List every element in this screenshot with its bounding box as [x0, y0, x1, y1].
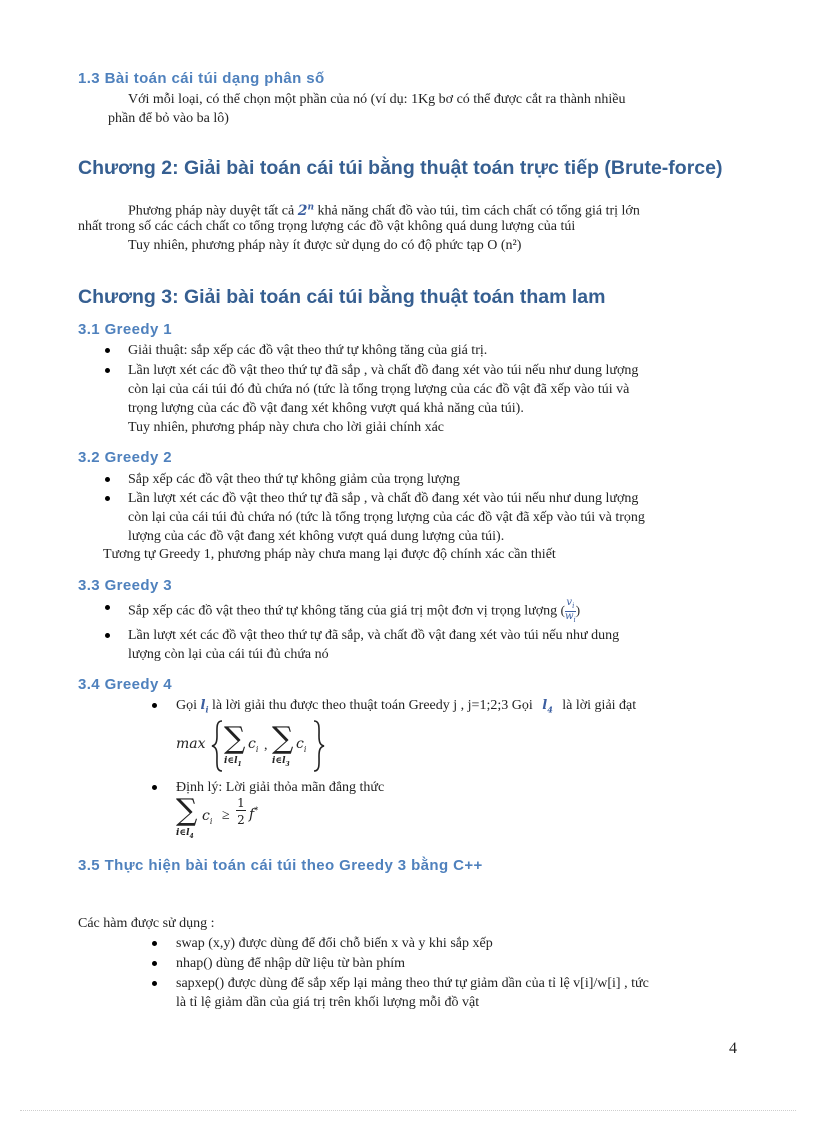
sum-symbol-1: ∑	[224, 721, 246, 756]
chapter-2-heading: Chương 2: Giải bài toán cái túi bằng thuật toán trực tiếp (Brute-force)	[78, 157, 723, 179]
section-3-1-heading: 3.1 Greedy 1	[78, 321, 173, 338]
s33-bullet2-l1: Lần lượt xét các đồ vật theo thứ tự đã sắp, và chất đồ vật đang xét vào túi nếu như dung	[128, 628, 620, 643]
s13-line1: Với mỗi loại, có thể chọn một phần của nó (ví dụ: 1Kg bơ có thể được cắt ra thành nhiều	[128, 92, 626, 107]
func-swap: swap (x,y) được dùng để đổi chỗ biến x và y khi sắp xếp	[176, 936, 493, 951]
f-star: f*	[249, 806, 259, 823]
ch2-line2: nhất trong số các cách chất co tổng trọng lượng các đồ vật không quá dung lượng của túi	[78, 219, 576, 234]
power-exp: n	[307, 202, 315, 212]
ch2-line1-a: Phương pháp này duyệt tất cả	[128, 203, 295, 219]
right-brace	[312, 720, 326, 772]
s32-bullet2-l1: Lần lượt xét các đồ vật theo thứ tự đã sắp , và chất đồ đang xét vào túi nếu như dung lượng	[128, 491, 639, 506]
s31-bullet2-l3: trọng lượng của các đồ vật đang xét không vượt quá khả năng của túi).	[128, 401, 524, 416]
page-bottom-divider	[20, 1110, 796, 1111]
term-c-1: $c_i$	[248, 736, 259, 754]
ch2-line1-b: khả năng chất đồ vào túi, tìm cách chất có tổng giá trị lớn	[317, 203, 640, 219]
func-sapxep-l1: sapxep() được dùng để sắp xếp lại mảng theo thứ tự giảm dần của tỉ lệ v[i]/w[i] , tức	[176, 976, 649, 991]
sum-symbol-3: ∑	[176, 793, 198, 828]
term-c-2: $c_i$	[296, 736, 307, 754]
section-3-2-heading: 3.2 Greedy 2	[78, 449, 173, 466]
s32-bullet2-l3: lượng của các đồ vật đang xét không vượt quá dung lượng của túi).	[128, 529, 505, 544]
s34-b1-c: là lời giải đạt	[562, 698, 637, 713]
funcs-intro: Các hàm được sử dụng :	[78, 916, 215, 931]
l-i-symbol: $l_i$	[200, 698, 209, 715]
bullet-dot	[152, 703, 157, 708]
section-3-5-heading: 3.5 Thực hiện bài toán cái túi theo Greedy 3 bằng C++	[78, 857, 483, 874]
section-1-3-heading: 1.3 Bài toán cái túi dạng phân số	[78, 70, 325, 87]
s34-b1-b: là lời giải thu được theo thuật toán Greedy j , j=1;2;3 Gọi	[212, 698, 533, 713]
page-number: 4	[729, 1040, 737, 1057]
s33-bullet1	[128, 598, 580, 625]
s31-bullet2-l4: Tuy nhiên, phương pháp này chưa cho lời giải chính xác	[128, 420, 445, 435]
section-3-4-heading: 3.4 Greedy 4	[78, 676, 173, 693]
s33-bullet1-text: Sắp xếp các đồ vật theo thứ tự không tăng của giá trị một đơn vị trọng lượng	[128, 603, 558, 619]
bullet-dot	[105, 368, 110, 373]
s34-bullet2: Định lý: Lời giải thỏa mãn đẳng thức	[176, 780, 385, 795]
bullet-dot	[152, 961, 157, 966]
func-nhap: nhap() dùng để nhập dữ liệu từ bàn phím	[176, 956, 406, 971]
sum-symbol-2: ∑	[272, 721, 294, 756]
s31-bullet2-l1: Lần lượt xét các đồ vật theo thứ tự đã sắp , và chất đồ đang xét vào túi nếu như dung lượng	[128, 363, 639, 378]
comma: ,	[264, 738, 268, 753]
half-denominator: 2	[237, 813, 245, 827]
bullet-dot	[152, 981, 157, 986]
bullet-dot	[152, 785, 157, 790]
s34-b1-a: Gọi	[176, 698, 197, 713]
ratio-denominator: $w_i$	[564, 611, 576, 624]
s31-bullet1: Giải thuật: sắp xếp các đồ vật theo thứ tự không tăng của giá trị.	[128, 343, 488, 358]
bullet-dot	[152, 941, 157, 946]
bullet-dot	[105, 348, 110, 353]
ch2-line3: Tuy nhiên, phương pháp này ít được sử dụng do có độ phức tạp O (n²)	[128, 238, 522, 253]
half-numerator: 1	[237, 796, 245, 810]
theorem-formula	[176, 794, 286, 844]
l-4-symbol: $l_4$	[542, 698, 553, 715]
section-3-3-heading: 3.3 Greedy 3	[78, 577, 173, 594]
term-c-3: $c_i$	[202, 808, 213, 826]
s33-bullet2-l2: lượng còn lại của cái túi đủ chứa nó	[128, 647, 329, 662]
ge-sign: ≥	[222, 808, 230, 823]
power-base: 2	[297, 202, 308, 219]
s32-after: Tương tự Greedy 1, phương pháp này chưa mang lại được độ chính xác cần thiết	[103, 547, 556, 562]
ratio-numerator: $v_i$	[566, 597, 575, 610]
max-label: max	[176, 736, 206, 752]
s31-bullet2-l2: còn lại của cái túi đó đủ chứa nó (tức là tổng trọng lượng của các đồ vật đã xếp vào túi và	[128, 382, 630, 397]
s13-line2: phần để bỏ vào ba lô)	[108, 111, 229, 126]
ratio-fraction: ( $\frac{v_i}{w_i}$ )	[560, 597, 581, 624]
bullet-dot	[105, 477, 110, 482]
sum-index-2: $i\in l_3$	[272, 756, 290, 768]
bullet-dot	[105, 633, 110, 638]
sum-index-3: $i\in l_4$	[176, 828, 194, 840]
s34-bullet1	[176, 696, 636, 720]
s32-bullet1: Sắp xếp các đồ vật theo thứ tự không giảm của trọng lượng	[128, 472, 460, 487]
sum-index-1: $i\in l_1$	[224, 756, 242, 768]
bullet-dot	[105, 605, 110, 610]
bullet-dot	[105, 496, 110, 501]
func-sapxep-l2: là tỉ lệ giảm dần của giá trị trên khối lượng mỗi đồ vật	[176, 995, 480, 1010]
chapter-3-heading: Chương 3: Giải bài toán cái túi bằng thuật toán tham lam	[78, 286, 606, 308]
left-brace	[210, 720, 224, 772]
s32-bullet2-l2: còn lại của cái túi đủ chứa nó (tức là tổng trọng lượng của các đồ vật đã xếp vào túi và trọng	[128, 510, 645, 525]
max-formula	[176, 718, 336, 774]
